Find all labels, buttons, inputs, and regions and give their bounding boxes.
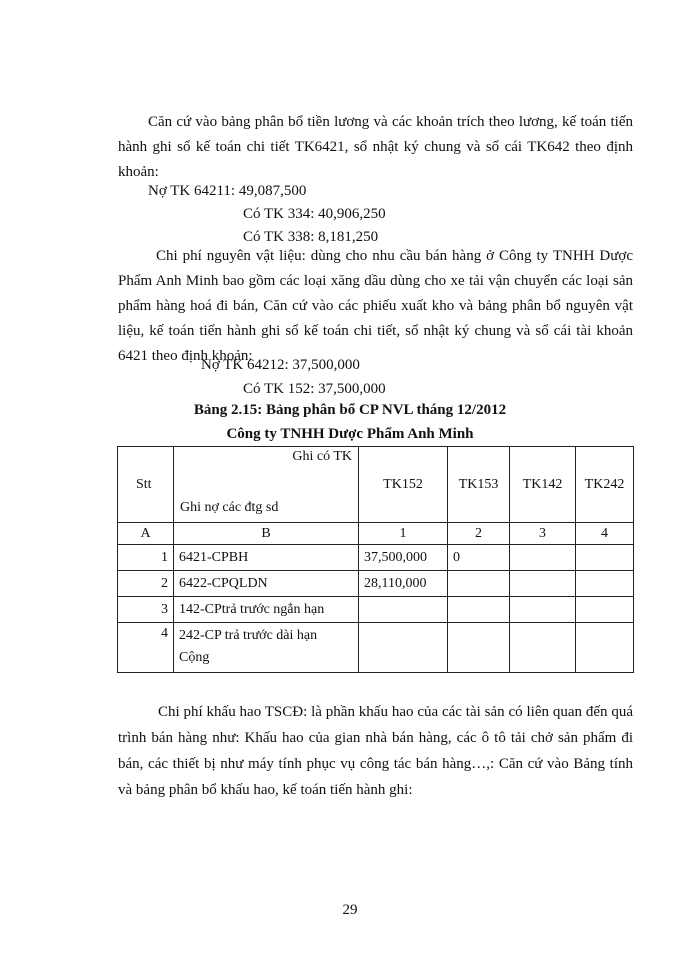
row-stt: 4 [118, 623, 174, 673]
row-tk242 [576, 623, 634, 673]
table-title: Bảng 2.15: Bảng phân bổ CP NVL tháng 12/2012 [193, 402, 507, 418]
index-cell: 4 [576, 523, 634, 545]
index-cell: B [174, 523, 359, 545]
row-tk142 [510, 545, 576, 571]
table-header-row [118, 447, 634, 523]
entry-debit-64212: Nợ TK 64212: 37,500,000 [201, 357, 360, 373]
row-tk152: 37,500,000 [359, 545, 448, 571]
row-stt: 1 [118, 545, 174, 571]
table-index-row [118, 523, 634, 545]
entry-credit-152: Có TK 152: 37,500,000 [243, 381, 386, 397]
row-tk152: 28,110,000 [359, 571, 448, 597]
header-stt: Stt [118, 447, 174, 523]
header-tk142: TK142 [510, 447, 576, 523]
header-tk242: TK242 [576, 447, 634, 523]
table-row [118, 571, 634, 597]
entry-credit-338: Có TK 338: 8,181,250 [243, 229, 379, 245]
entry-debit-64211: Nợ TK 64211: 49,087,500 [148, 183, 307, 199]
row-name: 142-CPtrả trước ngắn hạn [174, 597, 359, 623]
material-allocation-table [117, 446, 634, 673]
row-tk153 [448, 571, 510, 597]
row-tk142 [510, 623, 576, 673]
index-cell: 3 [510, 523, 576, 545]
entry-credit-334: Có TK 334: 40,906,250 [243, 206, 386, 222]
row-tk242 [576, 571, 634, 597]
table-row [118, 545, 634, 571]
row-tk152 [359, 623, 448, 673]
row-tk152 [359, 597, 448, 623]
row-name: 242-CP trả trước dài hạn [179, 628, 318, 643]
table-subtitle: Công ty TNHH Dược Phẩm Anh Minh [226, 426, 474, 442]
row-tk142 [510, 597, 576, 623]
table-row [118, 623, 634, 673]
header-tk153: TK153 [448, 447, 510, 523]
total-label: Cộng [179, 650, 210, 665]
row-name: 6422-CPQLDN [174, 571, 359, 597]
page-number: 29 [342, 902, 358, 918]
paragraph-depreciation: Chi phí khấu hao TSCĐ: là phần khấu hao của các tài sản có liên quan đến quá trình bán hàng như: Khấu hao của gian nhà bán hàng, các ô tô tải chở sản phẩm đi bán, các thiết bị như máy tính phục vụ công tác bán hàng…,: Căn cứ vào Bảng tính và bảng phân bổ khấu hao, kế toán tiến hành ghi: [118, 704, 633, 798]
row-tk242 [576, 545, 634, 571]
header-credit-label: Ghi có TK [292, 449, 352, 464]
header-debit-label: Ghi nợ các đtg sd [180, 500, 279, 515]
index-cell: 1 [359, 523, 448, 545]
row-tk153: 0 [448, 545, 510, 571]
row-stt: 3 [118, 597, 174, 623]
row-stt: 2 [118, 571, 174, 597]
header-tk152: TK152 [359, 447, 448, 523]
table-row [118, 597, 634, 623]
row-tk142 [510, 571, 576, 597]
index-cell: 2 [448, 523, 510, 545]
row-name-cell [174, 623, 359, 673]
header-diagonal-cell [174, 447, 359, 523]
row-tk153 [448, 623, 510, 673]
index-cell: A [118, 523, 174, 545]
row-name: 6421-CPBH [174, 545, 359, 571]
row-tk242 [576, 597, 634, 623]
row-tk153 [448, 597, 510, 623]
paragraph-salary-allocation: Căn cứ vào bảng phân bổ tiền lương và các khoản trích theo lương, kế toán tiến hành ghi sổ kế toán chi tiết TK6421, sổ nhật ký chung và sổ cái TK642 theo định khoản: [118, 114, 633, 180]
paragraph-material-cost: Chi phí nguyên vật liệu: dùng cho nhu cầu bán hàng ở Công ty TNHH Dược Phẩm Anh Minh bao gồm các loại xăng dầu dùng cho xe tải vận chuyển các loại sản phẩm hàng hoá đi bán, Căn cứ vào các phiếu xuất kho và bảng phân bổ nguyên vật liệu, kế toán tiến hành ghi sổ kế toán chi tiết, sổ nhật ký chung và sổ cái tài khoản 6421 theo định khoản: [118, 248, 633, 364]
